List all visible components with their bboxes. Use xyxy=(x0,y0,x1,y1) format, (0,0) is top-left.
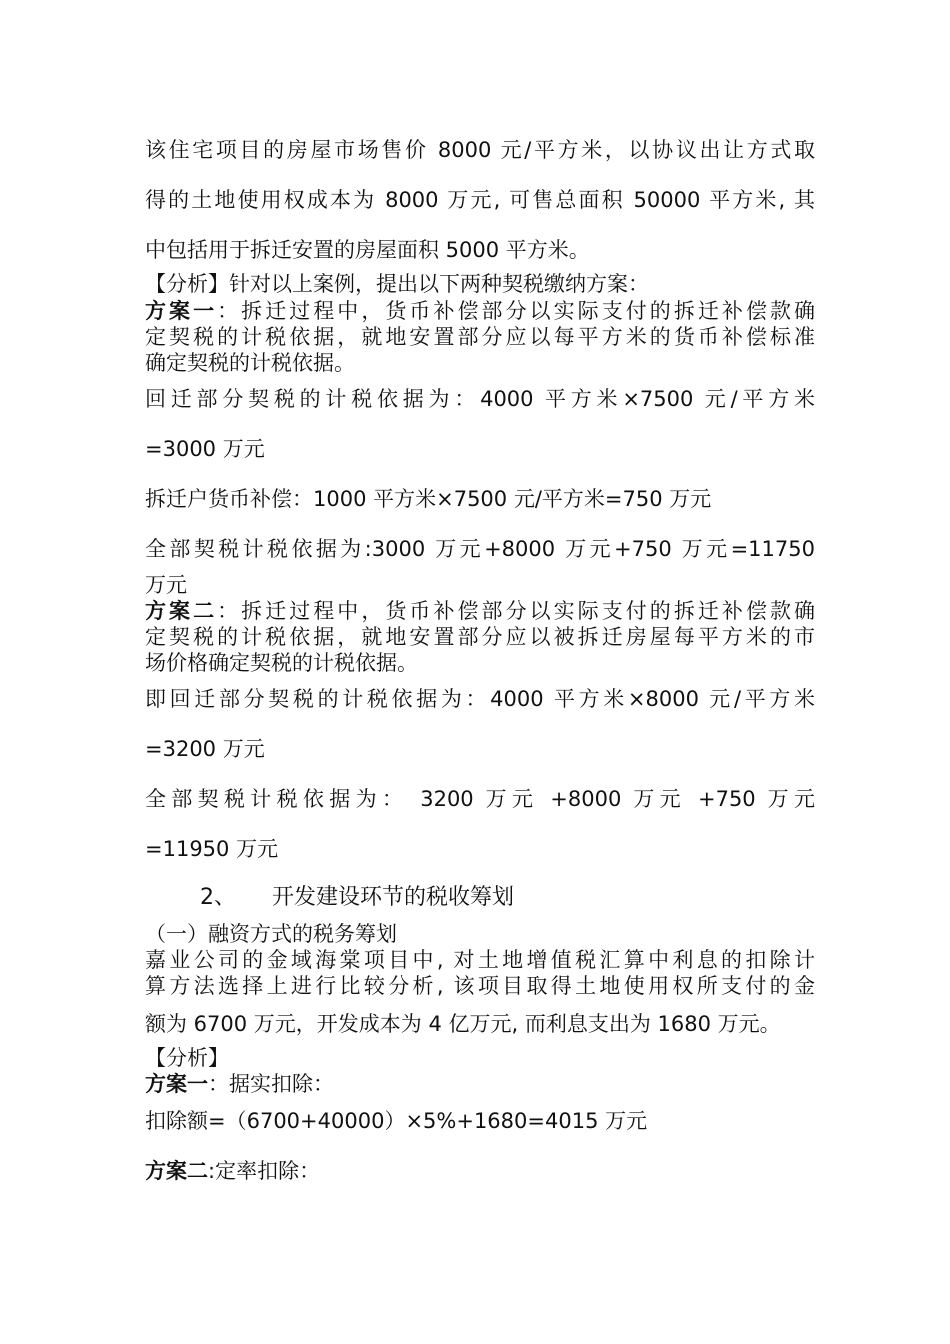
section-title: 开发建设环节的税收筹划 xyxy=(272,885,515,910)
calc-line: 即回迁部分契税的计税依据为：4000 平方米×8000 元/平方米 xyxy=(145,687,815,711)
scheme-one-label: 方案一 xyxy=(145,299,218,323)
section-heading xyxy=(200,885,870,911)
scheme-one-text: ：拆迁过程中，货币补偿部分以实际支付的拆迁补偿款确 xyxy=(217,299,816,323)
paragraph-line: 嘉业公司的金域海棠项目中, 对土地增值税汇算中利息的扣除计 xyxy=(145,948,815,972)
method-two-line xyxy=(145,1158,815,1184)
calc-line: 回迁部分契税的计税依据为：4000 平方米×7500 元/平方米 xyxy=(145,387,815,411)
method-one-text: ：据实扣除： xyxy=(208,1072,334,1096)
paragraph-line: 确定契税的计税依据。 xyxy=(145,351,355,375)
analysis-heading: 【分析】 xyxy=(145,1046,229,1070)
method-two-label: 方案二 xyxy=(145,1159,208,1183)
calc-line: 全部契税计税依据为： 3200 万元 +8000 万元 +750 万元 xyxy=(145,787,815,811)
calc-line: 万元 xyxy=(145,573,187,597)
section-number: 2、 xyxy=(200,885,236,910)
scheme-two-line xyxy=(145,598,815,624)
calc-line: =11950 万元 xyxy=(145,837,279,861)
calc-line: =3000 万元 xyxy=(145,437,265,461)
calc-line: =3200 万元 xyxy=(145,737,265,761)
paragraph-line: 中包括用于拆迁安置的房屋面积 5000 平方米。 xyxy=(145,238,590,262)
calc-line: 扣除额=（6700+40000）×5%+1680=4015 万元 xyxy=(145,1109,648,1133)
analysis-heading: 【分析】针对以上案例，提出以下两种契税缴纳方案： xyxy=(145,272,649,296)
scheme-two-label: 方案二 xyxy=(145,599,218,623)
method-two-text: :定率扣除： xyxy=(208,1159,321,1183)
paragraph-line: 场价格确定契税的计税依据。 xyxy=(145,651,418,675)
method-one-label: 方案一 xyxy=(145,1072,208,1096)
scheme-one-line xyxy=(145,298,815,324)
paragraph-line: 算方法选择上进行比较分析, 该项目取得土地使用权所支付的金 xyxy=(145,974,815,998)
subsection-heading: （一）融资方式的税务筹划 xyxy=(145,922,397,946)
paragraph-line: 定契税的计税依据，就地安置部分应以每平方米的货币补偿标准 xyxy=(145,325,815,349)
calc-line: 拆迁户货币补偿：1000 平方米×7500 元/平方米=750 万元 xyxy=(145,487,712,511)
method-one-line xyxy=(145,1071,815,1097)
paragraph-line: 该住宅项目的房屋市场售价 8000 元/平方米，以协议出让方式取 xyxy=(145,138,815,162)
paragraph-line: 得的土地使用权成本为 8000 万元, 可售总面积 50000 平方米, 其 xyxy=(145,188,815,212)
paragraph-line: 定契税的计税依据，就地安置部分应以被拆迁房屋每平方米的市 xyxy=(145,625,815,649)
paragraph-line: 额为 6700 万元，开发成本为 4 亿万元, 而利息支出为 1680 万元。 xyxy=(145,1012,781,1036)
scheme-two-text: ：拆迁过程中，货币补偿部分以实际支付的拆迁补偿款确 xyxy=(217,599,816,623)
calc-line: 全部契税计税依据为:3000 万元+8000 万元+750 万元=11750 xyxy=(145,537,815,561)
